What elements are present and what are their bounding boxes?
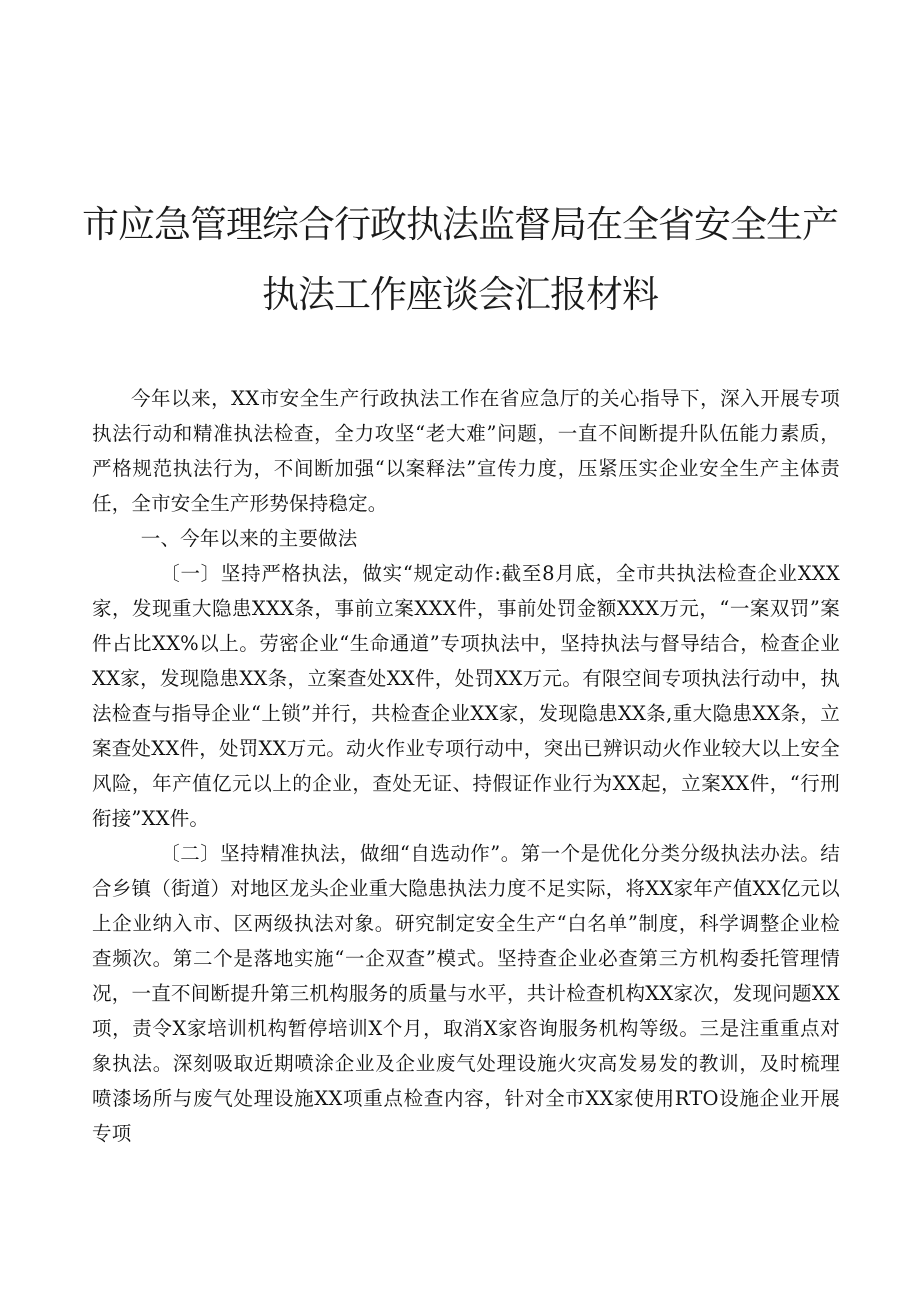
subsection-paragraph-2: 〔二〕坚持精准执法，做细“自选动作”。第一个是优化分类分级执法办法。结合乡镇（街道）对地区龙头企业重大隐患执法力度不足实际，将XX家年产值XX亿元以上企业纳入市、区两级执法对象。研究制定安全生产“白名单”制度，科学调整企业检查频次。第二个是落地实施“一企双查”模式。坚持查企业必查第三方机构委托管理情况，一直不间断提升第三机构服务的质量与水平，共计检查机构XX家次，发现问题XX项，责令X家培训机构暂停培训X个月，取消X家咨询服务机构等级。三是注重重点对象执法。深刻吸取近期喷涂企业及企业废气处理设施火灾高发易发的教训，及时梳理喷漆场所与废气处理设施XX项重点检查内容，针对全市XX家使用RTO设施企业开展专项 (92, 842, 840, 1145)
document-body (92, 381, 840, 1151)
subsection-paragraph-1: 〔一〕坚持严格执法，做实“规定动作:截至8月底，全市共执法检查企业XXX家，发现重大隐患XXX条，事前立案XXX件，事前处罚金额XXX万元，“一案双罚”案件占比XX%以上。劳密企业“生命通道”专项执法中，坚持执法与督导结合，检查企业XX家，发现隐患XX条，立案查处XX件，处罚XX万元。有限空间专项执法行动中，执法检查与指导企业“上锁”并行，共检查企业XX家，发现隐患XX条,重大隐患XX条，立案查处XX件，处罚XX万元。动火作业专项行动中，突出已辨识动火作业较大以上安全风险，年产值亿元以上的企业，查处无证、持假证作业行为XX起，立案XX件，“行刑衔接”XX件。 (92, 562, 840, 830)
section-heading: 一、今年以来的主要做法 (140, 527, 358, 550)
document-title-line-1: 市应急管理综合行政执法监督局在全省安全生产 (82, 203, 838, 246)
intro-paragraph: 今年以来，XX市安全生产行政执法工作在省应急厅的关心指导下，深入开展专项执法行动和精准执法检查，全力攻坚“老大难”问题，一直不间断提升队伍能力素质，严格规范执法行为，不间断加强“以案释法”宣传力度，压紧压实企业安全生产主体责任，全市安全生产形势保持稳定。 (92, 387, 840, 515)
document-title-line-2: 执法工作座谈会汇报材料 (262, 273, 658, 316)
